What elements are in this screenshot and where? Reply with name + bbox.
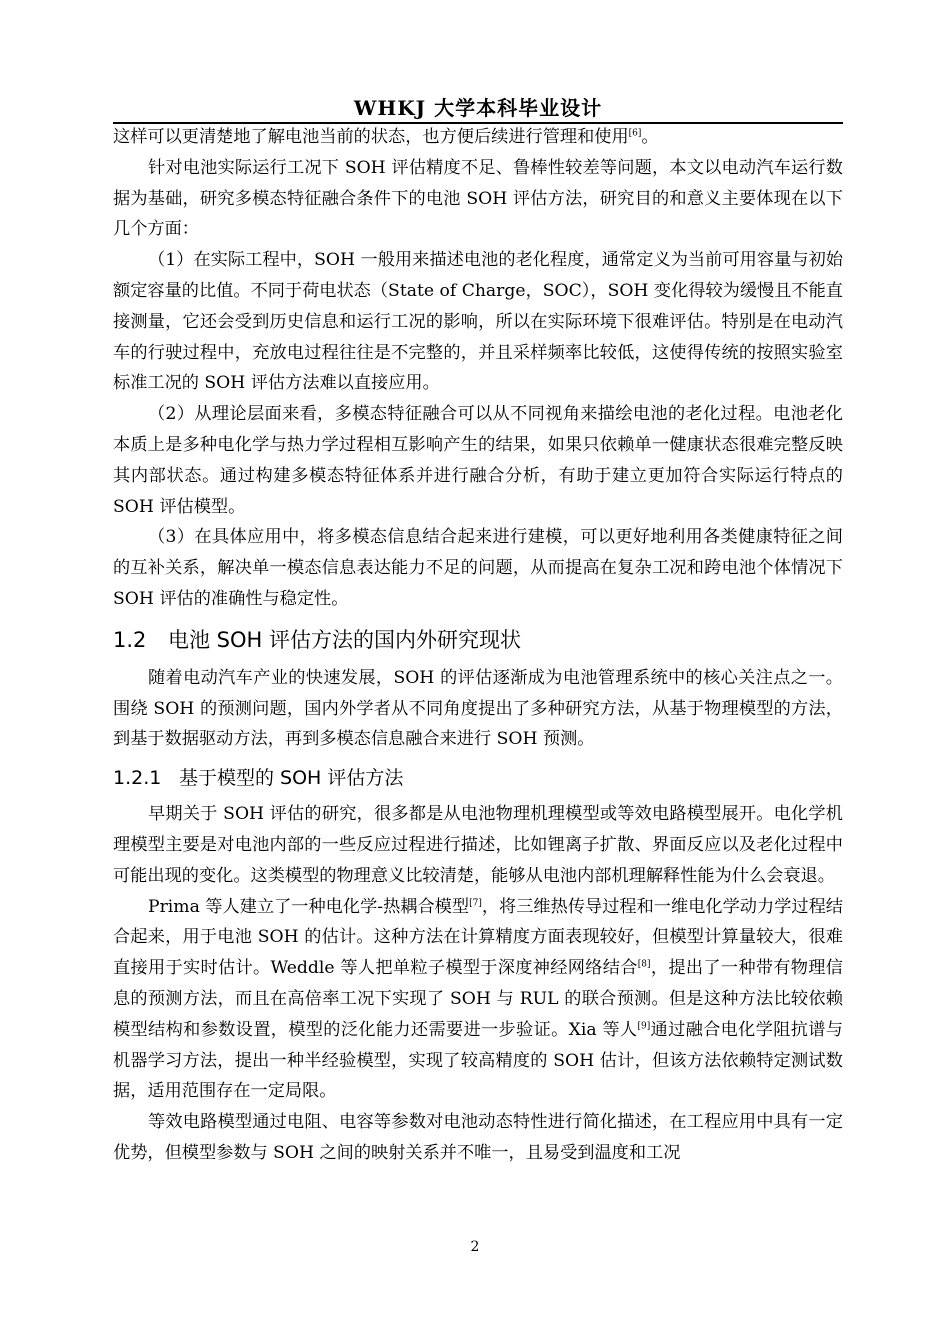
- paragraph-1: [113, 122, 843, 153]
- section-number: 1.2: [113, 627, 147, 652]
- paragraph-3: （1）在实际工程中，SOH 一般用来描述电池的老化程度，通常定义为当前可用容量与初始额定容量的比值。不同于荷电状态（State of Charge，SOC），SOH 变化得较为缓慢且不能直接测量，它还会受到历史信息和运行工况的影响，所以在实际环境下很难评估。特别是在电动汽车的行驶过程中，充放电过程往往是不完整的，并且采样频率比较低，这使得传统的按照实验室标准工况的 SOH 评估方法难以直接应用。: [113, 250, 843, 394]
- citation-8: [8]: [637, 959, 651, 970]
- section-title: 电池 SOH 评估方法的国内外研究现状: [168, 627, 521, 652]
- section-heading: [113, 625, 843, 655]
- paragraph-6: 随着电动汽车产业的快速发展，SOH 的评估逐渐成为电池管理系统中的核心关注点之一。围绕 SOH 的预测问题，国内外学者从不同角度提出了多种研究方法，从基于物理模型的方法，到基于数据驱动方法，再到多模态信息融合来进行 SOH 预测。: [113, 667, 843, 750]
- paragraph-8-part-b: ，将三维热传导过程和一维电化学动力学过程结合起来，用于电池 SOH 的估计。这种方法在计算精度方面表现较好，但模型计算量较大，很难直接用于实时估计。Weddle 等人把单粒子模型于深度神经网络结合: [113, 896, 843, 979]
- body-content: [113, 122, 843, 1169]
- paragraph-5: （3）在具体应用中，将多模态信息结合起来进行建模，可以更好地利用各类健康特征之间的互补关系，解决单一模态信息表达能力不足的问题，从而提高在复杂工况和跨电池个体情况下 SOH 评估的准确性与稳定性。: [113, 527, 843, 609]
- paragraph-8-part-c: ，提出了一种带有物理信息的预测方法，而且在高倍率工况下实现了 SOH 与 RUL 的联合预测。但是这种方法比较依赖模型结构和参数设置，模型的泛化能力还需要进一步验证。Xia 等人: [113, 958, 843, 1040]
- page-header-title: WHKJ 大学本科毕业设计: [353, 96, 603, 120]
- paragraph-2: 针对电池实际运行工况下 SOH 评估精度不足、鲁棒性较差等问题，本文以电动汽车运行数据为基础，研究多模态特征融合条件下的电池 SOH 评估方法，研究目的和意义主要体现在以下几个方面：: [113, 157, 843, 240]
- subsection-heading: [113, 763, 843, 793]
- page-number: 2: [470, 1239, 480, 1255]
- subsection-number: 1.2.1: [113, 767, 162, 790]
- citation-7: [7]: [469, 897, 482, 908]
- paragraph-8-part-a: Prima 等人建立了一种电化学-热耦合模型: [148, 896, 470, 917]
- paragraph-8-part-d: 通过融合电化学阻抗谱与机器学习方法，提出一种半经验模型，实现了较高精度的 SOH 估计，但该方法依赖特定测试数据，适用范围存在一定局限。: [113, 1019, 843, 1102]
- paragraph-1-text: 这样可以更清楚地了解电池当前的状态，也方便后续进行管理和使用: [113, 127, 629, 147]
- subsection-title: 基于模型的 SOH 评估方法: [179, 767, 404, 790]
- paragraph-7: 早期关于 SOH 评估的研究，很多都是从电池物理机理模型或等效电路模型展开。电化学机理模型主要是对电池内部的一些反应过程进行描述，比如锂离子扩散、界面反应以及老化过程中可能出现的变化。这类模型的物理意义比较清楚，能够从电池内部机理解释性能为什么会衰退。: [113, 804, 843, 886]
- citation-6: [6]: [628, 128, 642, 139]
- paragraph-1-tail: 。: [641, 127, 659, 147]
- paragraph-4: （2）从理论层面来看，多模态特征融合可以从不同视角来描绘电池的老化过程。电池老化本质上是多种电化学与热力学过程相互影响产生的结果，如果只依赖单一健康状态很难完整反映其内部状态。通过构建多模态特征体系并进行融合分析，有助于建立更加符合实际运行特点的 SOH 评估模型。: [113, 404, 843, 517]
- paragraph-9: 等效电路模型通过电阻、电容等参数对电池动态特性进行简化描述，在工程应用中具有一定优势，但模型参数与 SOH 之间的映射关系并不唯一，且易受到温度和工况: [113, 1112, 843, 1163]
- citation-9: [9]: [637, 1020, 651, 1031]
- paragraph-8: [113, 892, 843, 1108]
